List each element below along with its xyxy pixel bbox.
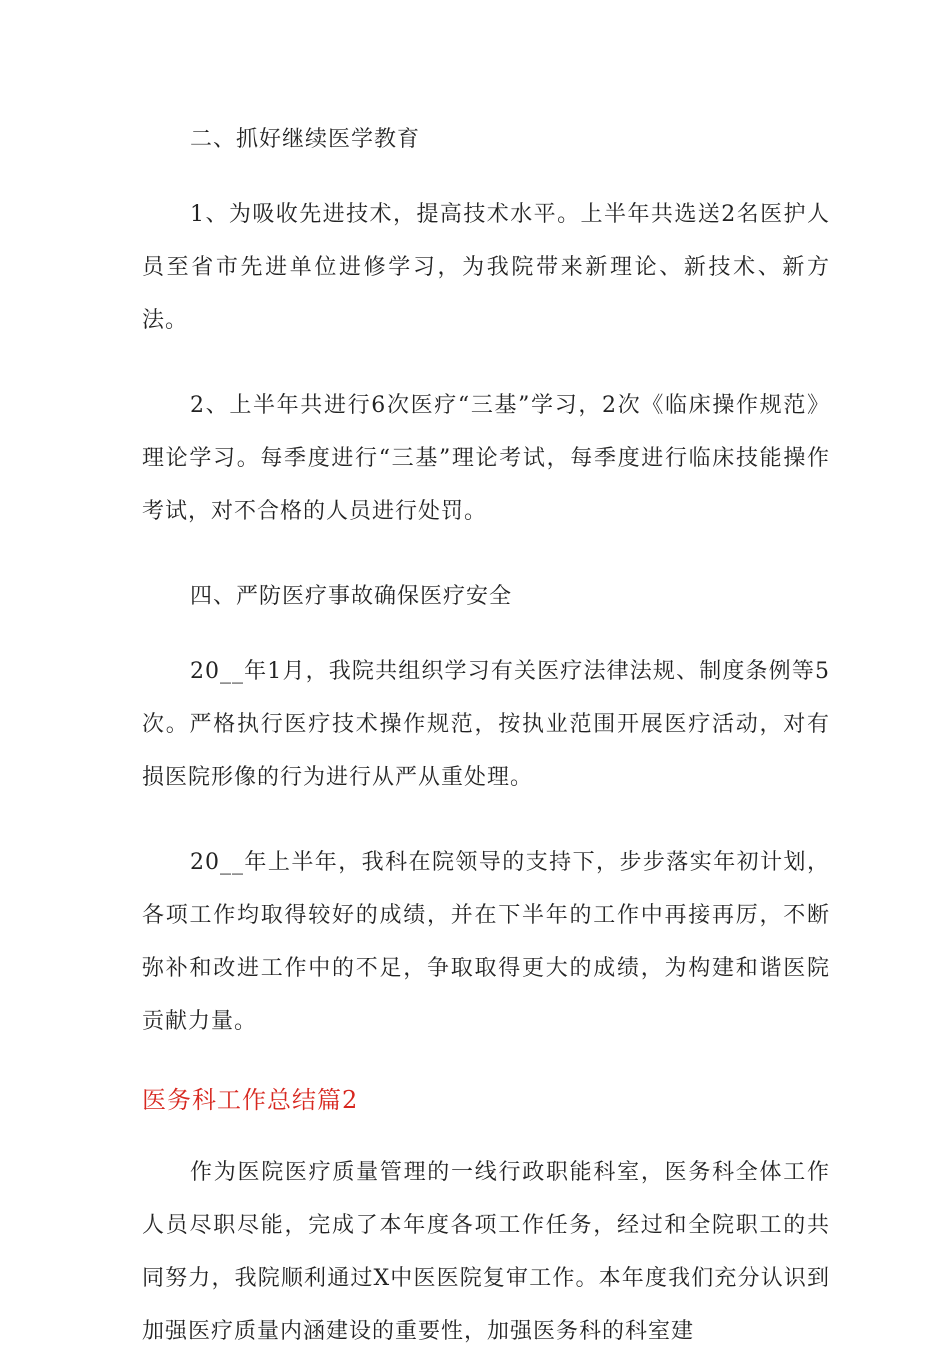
heading-medical-safety: 四、严防医疗事故确保医疗安全 (190, 584, 513, 609)
section-title: 医务科工作总结篇2 (142, 1086, 359, 1114)
paragraph-legal-study: 20__年1月，我院共组织学习有关医疗法律法规、制度条例等5次。严格执行医疗技术操作规范，按执业范围开展医疗活动，对有损医院形像的行为进行从严从重处理。 (142, 659, 830, 790)
paragraph-medical-affairs-intro: 作为医院医疗质量管理的一线行政职能科室，医务科全体工作人员尽职尽能，完成了本年度各项工作任务，经过和全院职工的共同努力，我院顺利通过X中医医院复审工作。本年度我们充分认识到加强医疗质量内涵建设的重要性，加强医务科的科室建 (142, 1160, 830, 1344)
paragraph-advanced-training: 1、为吸收先进技术，提高技术水平。上半年共选送2名医护人员至省市先进单位进修学习，为我院带来新理论、新技术、新方法。 (142, 202, 830, 333)
paragraph-half-year-summary: 20__年上半年，我科在院领导的支持下，步步落实年初计划，各项工作均取得较好的成绩，并在下半年的工作中再接再厉，不断弥补和改进工作中的不足，争取取得更大的成绩，为构建和谐医院贡献力量。 (142, 850, 830, 1034)
heading-continuing-education: 二、抓好继续医学教育 (190, 127, 421, 152)
paragraph-three-basics: 2、上半年共进行6次医疗“三基”学习，2次《临床操作规范》理论学习。每季度进行“三基”理论考试，每季度进行临床技能操作考试，对不合格的人员进行处罚。 (142, 393, 830, 524)
